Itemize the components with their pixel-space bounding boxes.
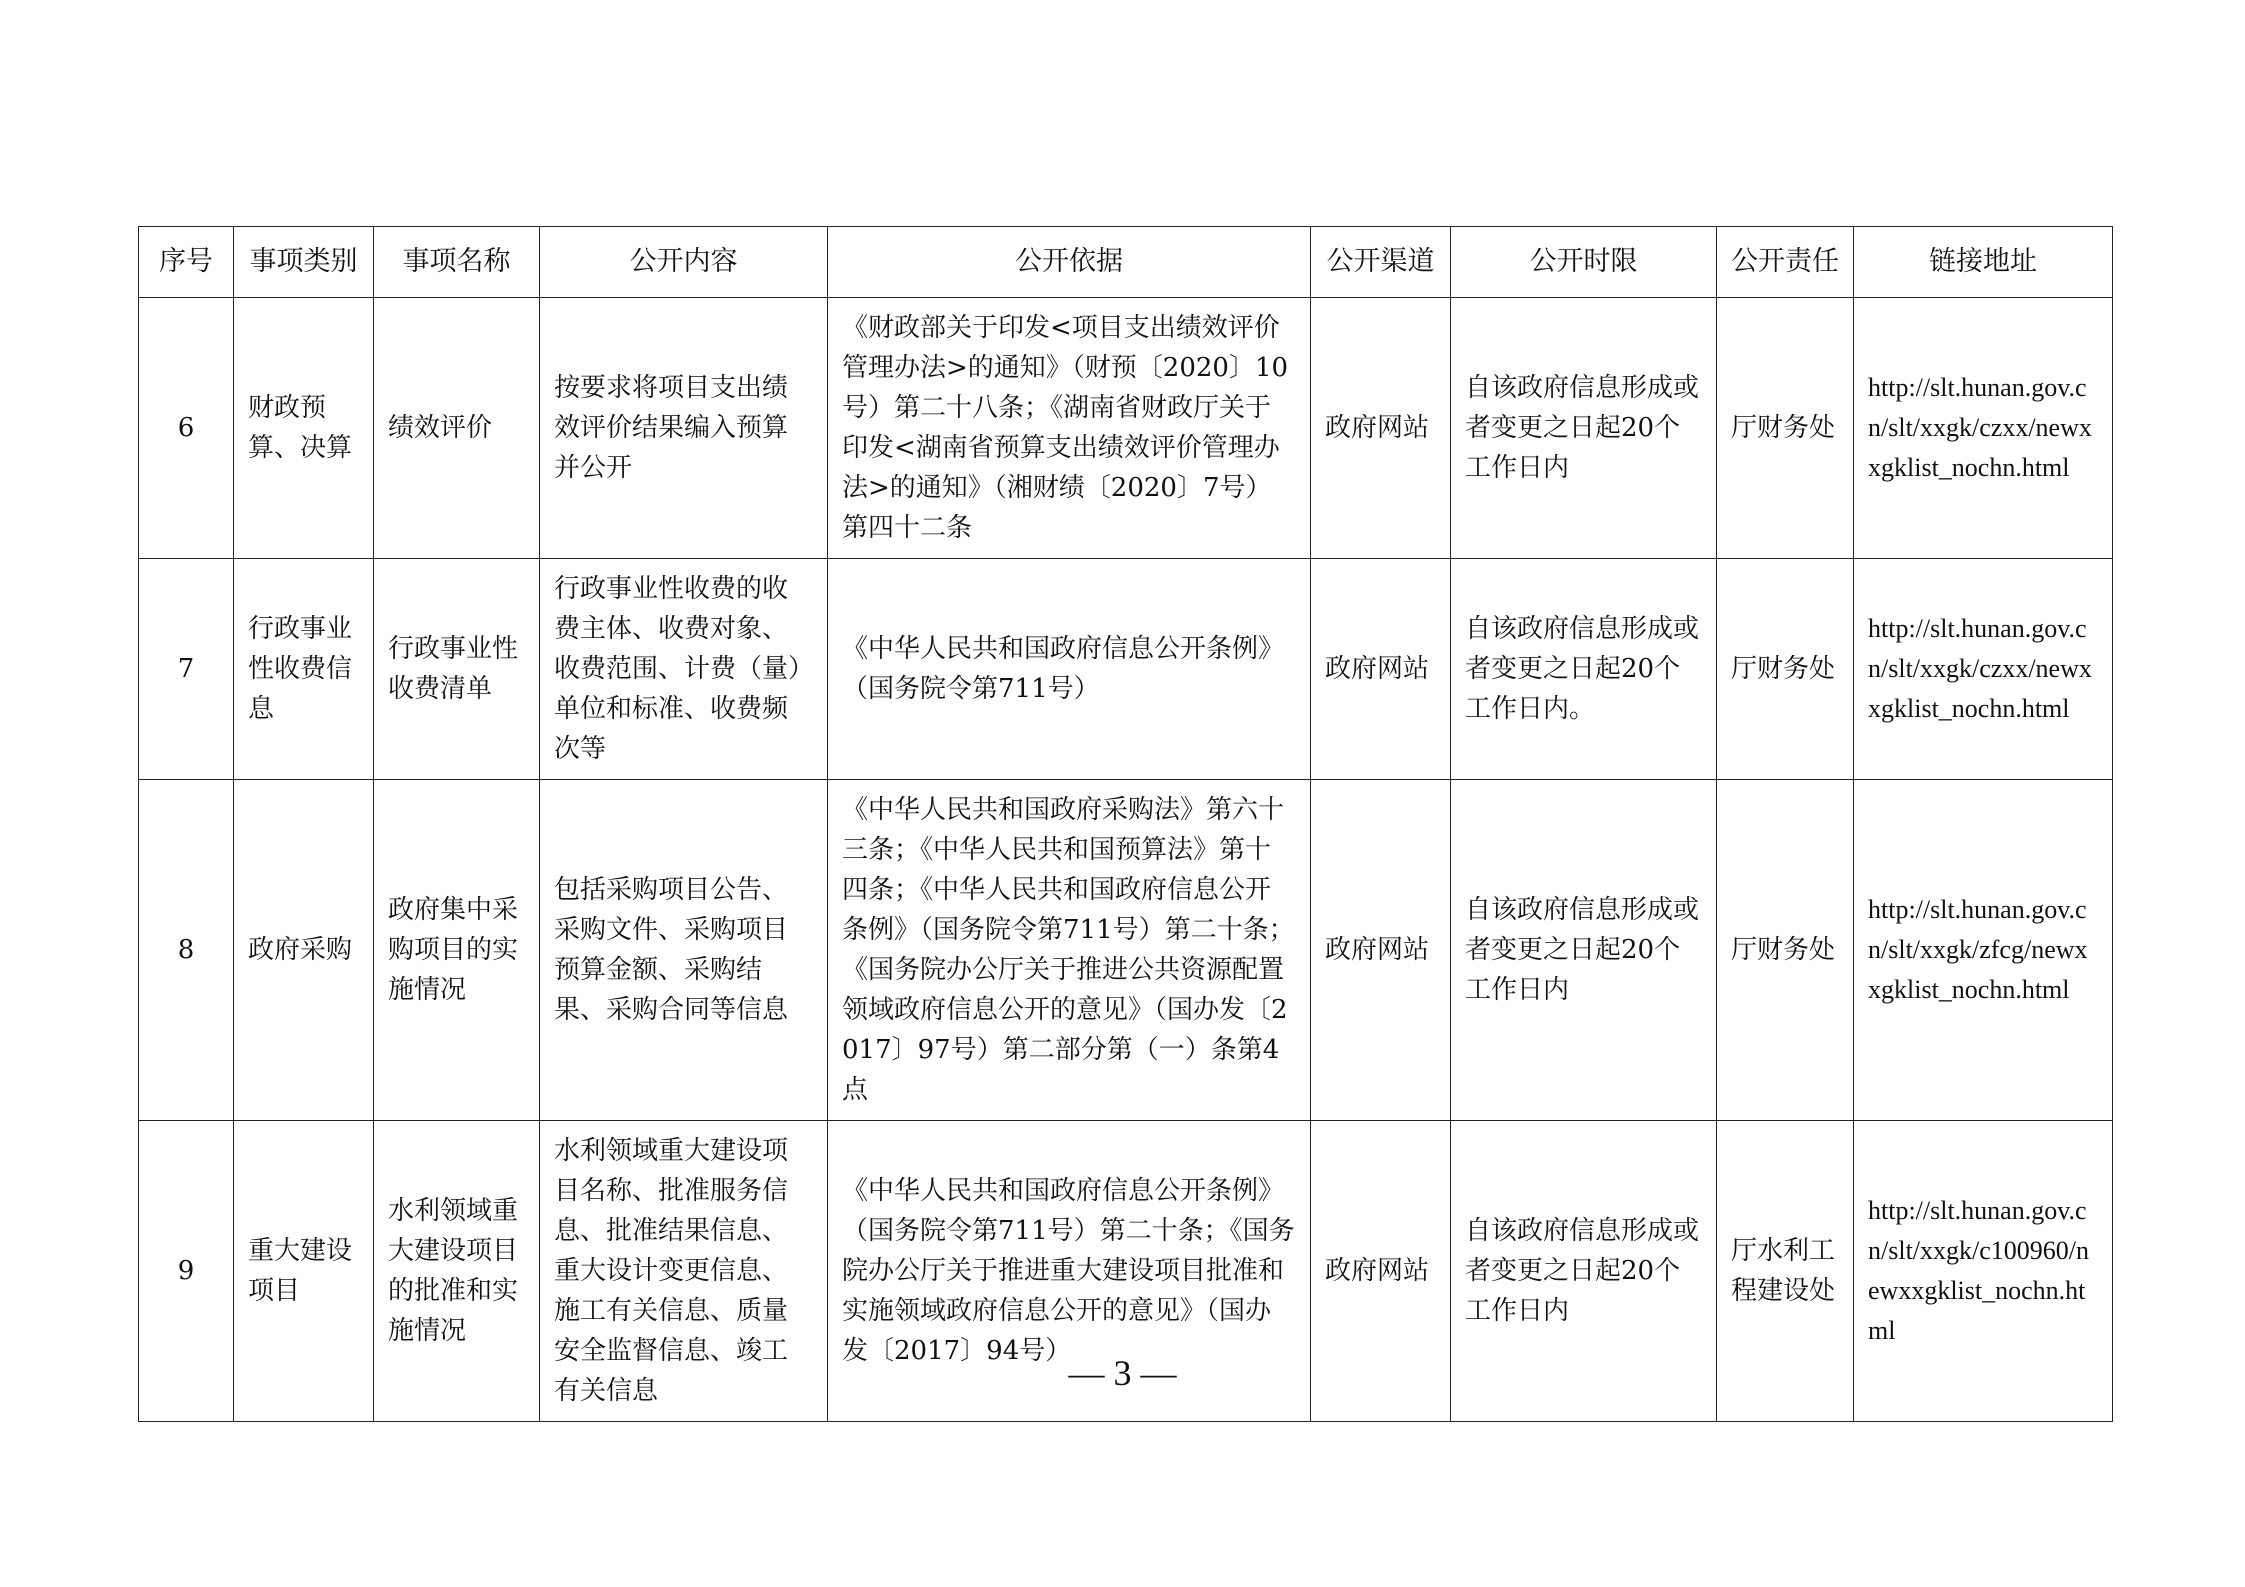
header-content: 公开内容 xyxy=(540,227,828,298)
page-number: — 3 — xyxy=(1068,1353,1177,1393)
row-channel: 政府网站 xyxy=(1311,559,1451,780)
header-channel: 公开渠道 xyxy=(1311,227,1451,298)
row-channel: 政府网站 xyxy=(1311,1121,1451,1422)
row-basis: 《财政部关于印发<项目支出绩效评价管理办法>的通知》（财预〔2020〕10号）第二十八条；《湖南省财政厅关于印发<湖南省预算支出绩效评价管理办法>的通知》（湘财绩〔2020〕7号）第四十二条 xyxy=(828,298,1311,559)
row-no: 8 xyxy=(139,780,234,1121)
row-name: 绩效评价 xyxy=(374,298,540,559)
row-content: 包括采购项目公告、采购文件、采购项目预算金额、采购结果、采购合同等信息 xyxy=(540,780,828,1121)
row-no: 6 xyxy=(139,298,234,559)
row-basis: 《中华人民共和国政府采购法》第六十三条；《中华人民共和国预算法》第十四条；《中华人民共和国政府信息公开条例》（国务院令第711号）第二十条；《国务院办公厅关于推进公共资源配置领域政府信息公开的意见》（国办发〔2017〕97号）第二部分第（一）条第4点 xyxy=(828,780,1311,1121)
row-name: 水利领域重大建设项目的批准和实施情况 xyxy=(374,1121,540,1422)
header-link: 链接地址 xyxy=(1854,227,2113,298)
row-timelimit: 自该政府信息形成或者变更之日起20个工作日内 xyxy=(1451,780,1717,1121)
table-row xyxy=(139,780,2113,1121)
table-header-row xyxy=(139,227,2113,298)
row-basis: 《中华人民共和国政府信息公开条例》（国务院令第711号）第二十条；《国务院办公厅关于推进重大建设项目批准和实施领域政府信息公开的意见》（国办发〔2017〕94号） xyxy=(828,1121,1311,1422)
disclosure-table xyxy=(138,226,2113,1422)
header-name: 事项名称 xyxy=(374,227,540,298)
row-category: 重大建设项目 xyxy=(234,1121,374,1422)
table-row xyxy=(139,559,2113,780)
row-content: 水利领域重大建设项目名称、批准服务信息、批准结果信息、重大设计变更信息、施工有关信息、质量安全监督信息、竣工有关信息 xyxy=(540,1121,828,1422)
row-responsible: 厅水利工程建设处 xyxy=(1717,1121,1854,1422)
row-no: 7 xyxy=(139,559,234,780)
row-no: 9 xyxy=(139,1121,234,1422)
row-content: 行政事业性收费的收费主体、收费对象、收费范围、计费（量）单位和标准、收费频次等 xyxy=(540,559,828,780)
row-link[interactable]: http://slt.hunan.gov.cn/slt/xxgk/czxx/newxxgklist_nochn.html xyxy=(1854,298,2113,559)
row-category: 政府采购 xyxy=(234,780,374,1121)
header-timelimit: 公开时限 xyxy=(1451,227,1717,298)
table-row xyxy=(139,298,2113,559)
row-basis: 《中华人民共和国政府信息公开条例》（国务院令第711号） xyxy=(828,559,1311,780)
row-responsible: 厅财务处 xyxy=(1717,298,1854,559)
row-category: 财政预算、决算 xyxy=(234,298,374,559)
header-no: 序号 xyxy=(139,227,234,298)
row-link[interactable]: http://slt.hunan.gov.cn/slt/xxgk/czxx/newxxgklist_nochn.html xyxy=(1854,559,2113,780)
row-category: 行政事业性收费信息 xyxy=(234,559,374,780)
row-content: 按要求将项目支出绩效评价结果编入预算并公开 xyxy=(540,298,828,559)
row-name: 行政事业性收费清单 xyxy=(374,559,540,780)
header-responsible: 公开责任 xyxy=(1717,227,1854,298)
row-responsible: 厅财务处 xyxy=(1717,559,1854,780)
header-basis: 公开依据 xyxy=(828,227,1311,298)
row-timelimit: 自该政府信息形成或者变更之日起20个工作日内。 xyxy=(1451,559,1717,780)
row-link[interactable]: http://slt.hunan.gov.cn/slt/xxgk/c100960/newxxgklist_nochn.html xyxy=(1854,1121,2113,1422)
header-category: 事项类别 xyxy=(234,227,374,298)
row-responsible: 厅财务处 xyxy=(1717,780,1854,1121)
row-channel: 政府网站 xyxy=(1311,298,1451,559)
row-channel: 政府网站 xyxy=(1311,780,1451,1121)
row-link[interactable]: http://slt.hunan.gov.cn/slt/xxgk/zfcg/newxxgklist_nochn.html xyxy=(1854,780,2113,1121)
row-timelimit: 自该政府信息形成或者变更之日起20个工作日内 xyxy=(1451,1121,1717,1422)
row-name: 政府集中采购项目的实施情况 xyxy=(374,780,540,1121)
row-timelimit: 自该政府信息形成或者变更之日起20个工作日内 xyxy=(1451,298,1717,559)
